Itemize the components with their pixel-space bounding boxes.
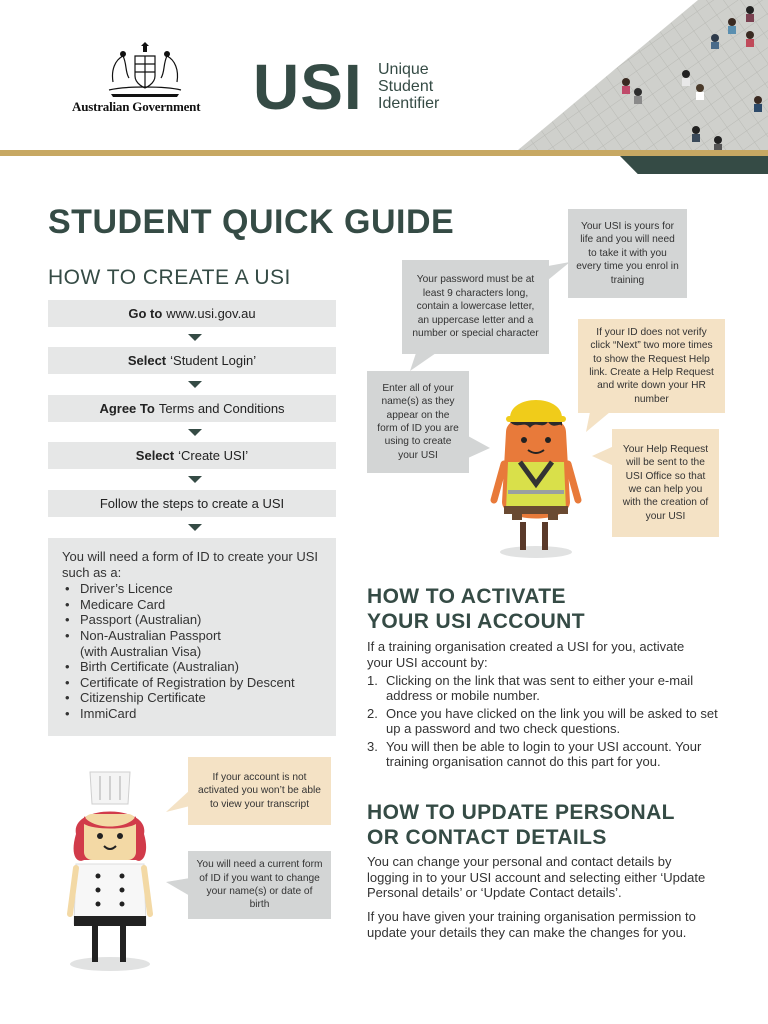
create-step <box>48 300 336 327</box>
callout-id-verify: If your ID does not verify click “Next” two more times to show the Request Help link. Create a Help Request and write down your HR number <box>578 319 725 413</box>
update-paragraph: If you have given your training organisation permission to update your details they can make the changes for you. <box>367 909 696 940</box>
id-list-item: • Birth Certificate (Australian) <box>62 659 322 675</box>
step-text: ‘Create USI’ <box>178 448 249 463</box>
id-list-item: • Passport (Australian) <box>62 612 322 628</box>
green-accent-band <box>620 156 768 174</box>
worker-character-icon <box>484 392 588 562</box>
id-list-item: • Driver’s Licence <box>62 581 322 597</box>
callout-tail <box>586 412 610 432</box>
step-text: Terms and Conditions <box>158 401 285 416</box>
callout-tail <box>166 878 190 900</box>
activate-step <box>367 706 723 736</box>
id-list-item: • Certificate of Registration by Descent <box>62 675 322 691</box>
australian-government-label: Australian Government <box>72 99 201 114</box>
coat-of-arms-icon <box>105 42 185 98</box>
id-list-item: • Citizenship Certificate <box>62 690 322 706</box>
callout-current-id: You will need a current form of ID if you want to change your name(s) or date of birth <box>188 851 331 919</box>
step-arrow-icon <box>188 476 202 483</box>
page-title: STUDENT QUICK GUIDE <box>48 203 455 241</box>
callout-usi-for-life: Your USI is yours for life and you will need to take it with you every time you enrol in training <box>568 209 687 298</box>
usi-sub-line: Identifier <box>378 95 440 112</box>
gold-divider <box>0 150 768 156</box>
callout-tail <box>548 262 570 282</box>
step-number: 3. <box>367 739 378 754</box>
step-action: Go to <box>128 306 163 321</box>
create-step <box>48 490 336 517</box>
step-action: Select <box>127 353 167 368</box>
callout-password-rules: Your password must be at least 9 characters long, contain a lowercase letter, an uppercase letter and a number or special character <box>402 260 549 354</box>
step-arrow-icon <box>188 334 202 341</box>
create-step <box>48 442 336 469</box>
callout-tail <box>410 353 438 371</box>
callout-tail <box>592 446 614 466</box>
chef-character-icon <box>62 764 158 974</box>
id-list <box>62 581 322 721</box>
activate-intro: If a training organisation created a USI for you, activate your USI account by: <box>367 639 685 670</box>
step-action: Agree To <box>99 401 155 416</box>
create-step <box>48 347 336 374</box>
step-arrow-icon <box>188 381 202 388</box>
step-link[interactable]: www.usi.gov.au <box>166 306 256 321</box>
callout-not-activated: If your account is not activated you won’t be able to view your transcript <box>188 757 331 825</box>
id-list-item-continuation: (with Australian Visa) <box>80 643 202 659</box>
page-header <box>0 0 768 160</box>
create-usi-heading: HOW TO CREATE A USI <box>48 266 291 289</box>
step-arrow-icon <box>188 524 202 531</box>
step-text: Once you have clicked on the link you will be asked to set up a password and two check questions. <box>386 706 718 736</box>
step-text: ‘Student Login’ <box>170 353 257 368</box>
activate-steps <box>367 673 723 772</box>
activate-step <box>367 673 723 703</box>
heading-line: YOUR USI ACCOUNT <box>367 610 585 633</box>
callout-help-request: Your Help Request will be sent to the USI Office so that we can help you with the creation of your USI <box>612 429 719 537</box>
header-photo <box>518 0 768 150</box>
step-number: 1. <box>367 673 378 688</box>
id-list-item: • Medicare Card <box>62 597 322 613</box>
step-text: You will then be able to login to your USI account. Your training organisation cannot do this part for you. <box>386 739 702 769</box>
id-list-item: • Non-Australian Passport <box>62 628 322 644</box>
update-heading <box>367 800 675 850</box>
usi-logo: USI <box>253 51 363 123</box>
heading-line: HOW TO ACTIVATE <box>367 585 566 608</box>
heading-line: OR CONTACT DETAILS <box>367 826 607 849</box>
callout-tail <box>166 790 190 812</box>
usi-sub-line: Unique <box>378 61 429 78</box>
step-arrow-icon <box>188 429 202 436</box>
create-step <box>48 395 336 422</box>
id-list-item: • ImmiCard <box>62 706 322 722</box>
update-paragraph: You can change your personal and contact details by logging in to your USI account and selecting either ‘Update Personal details’ or ‘Update Contact details’. <box>367 854 706 900</box>
id-requirements-box <box>48 538 336 736</box>
step-text: Clicking on the link that was sent to either your e-mail address or mobile number. <box>386 673 694 703</box>
usi-sub-line: Student <box>378 78 434 95</box>
step-action: Select <box>135 448 175 463</box>
activate-heading <box>367 584 585 634</box>
heading-line: HOW TO UPDATE PERSONAL <box>367 801 675 824</box>
step-number: 2. <box>367 706 378 721</box>
activate-step <box>367 739 723 769</box>
id-intro: You will need a form of ID to create your USI such as a: <box>62 549 319 580</box>
callout-enter-names: Enter all of your name(s) as they appear on the form of ID you are using to create your USI <box>367 371 469 473</box>
step-text: Follow the steps to create a USI <box>99 496 285 511</box>
usi-logo-subtitle <box>378 61 439 112</box>
